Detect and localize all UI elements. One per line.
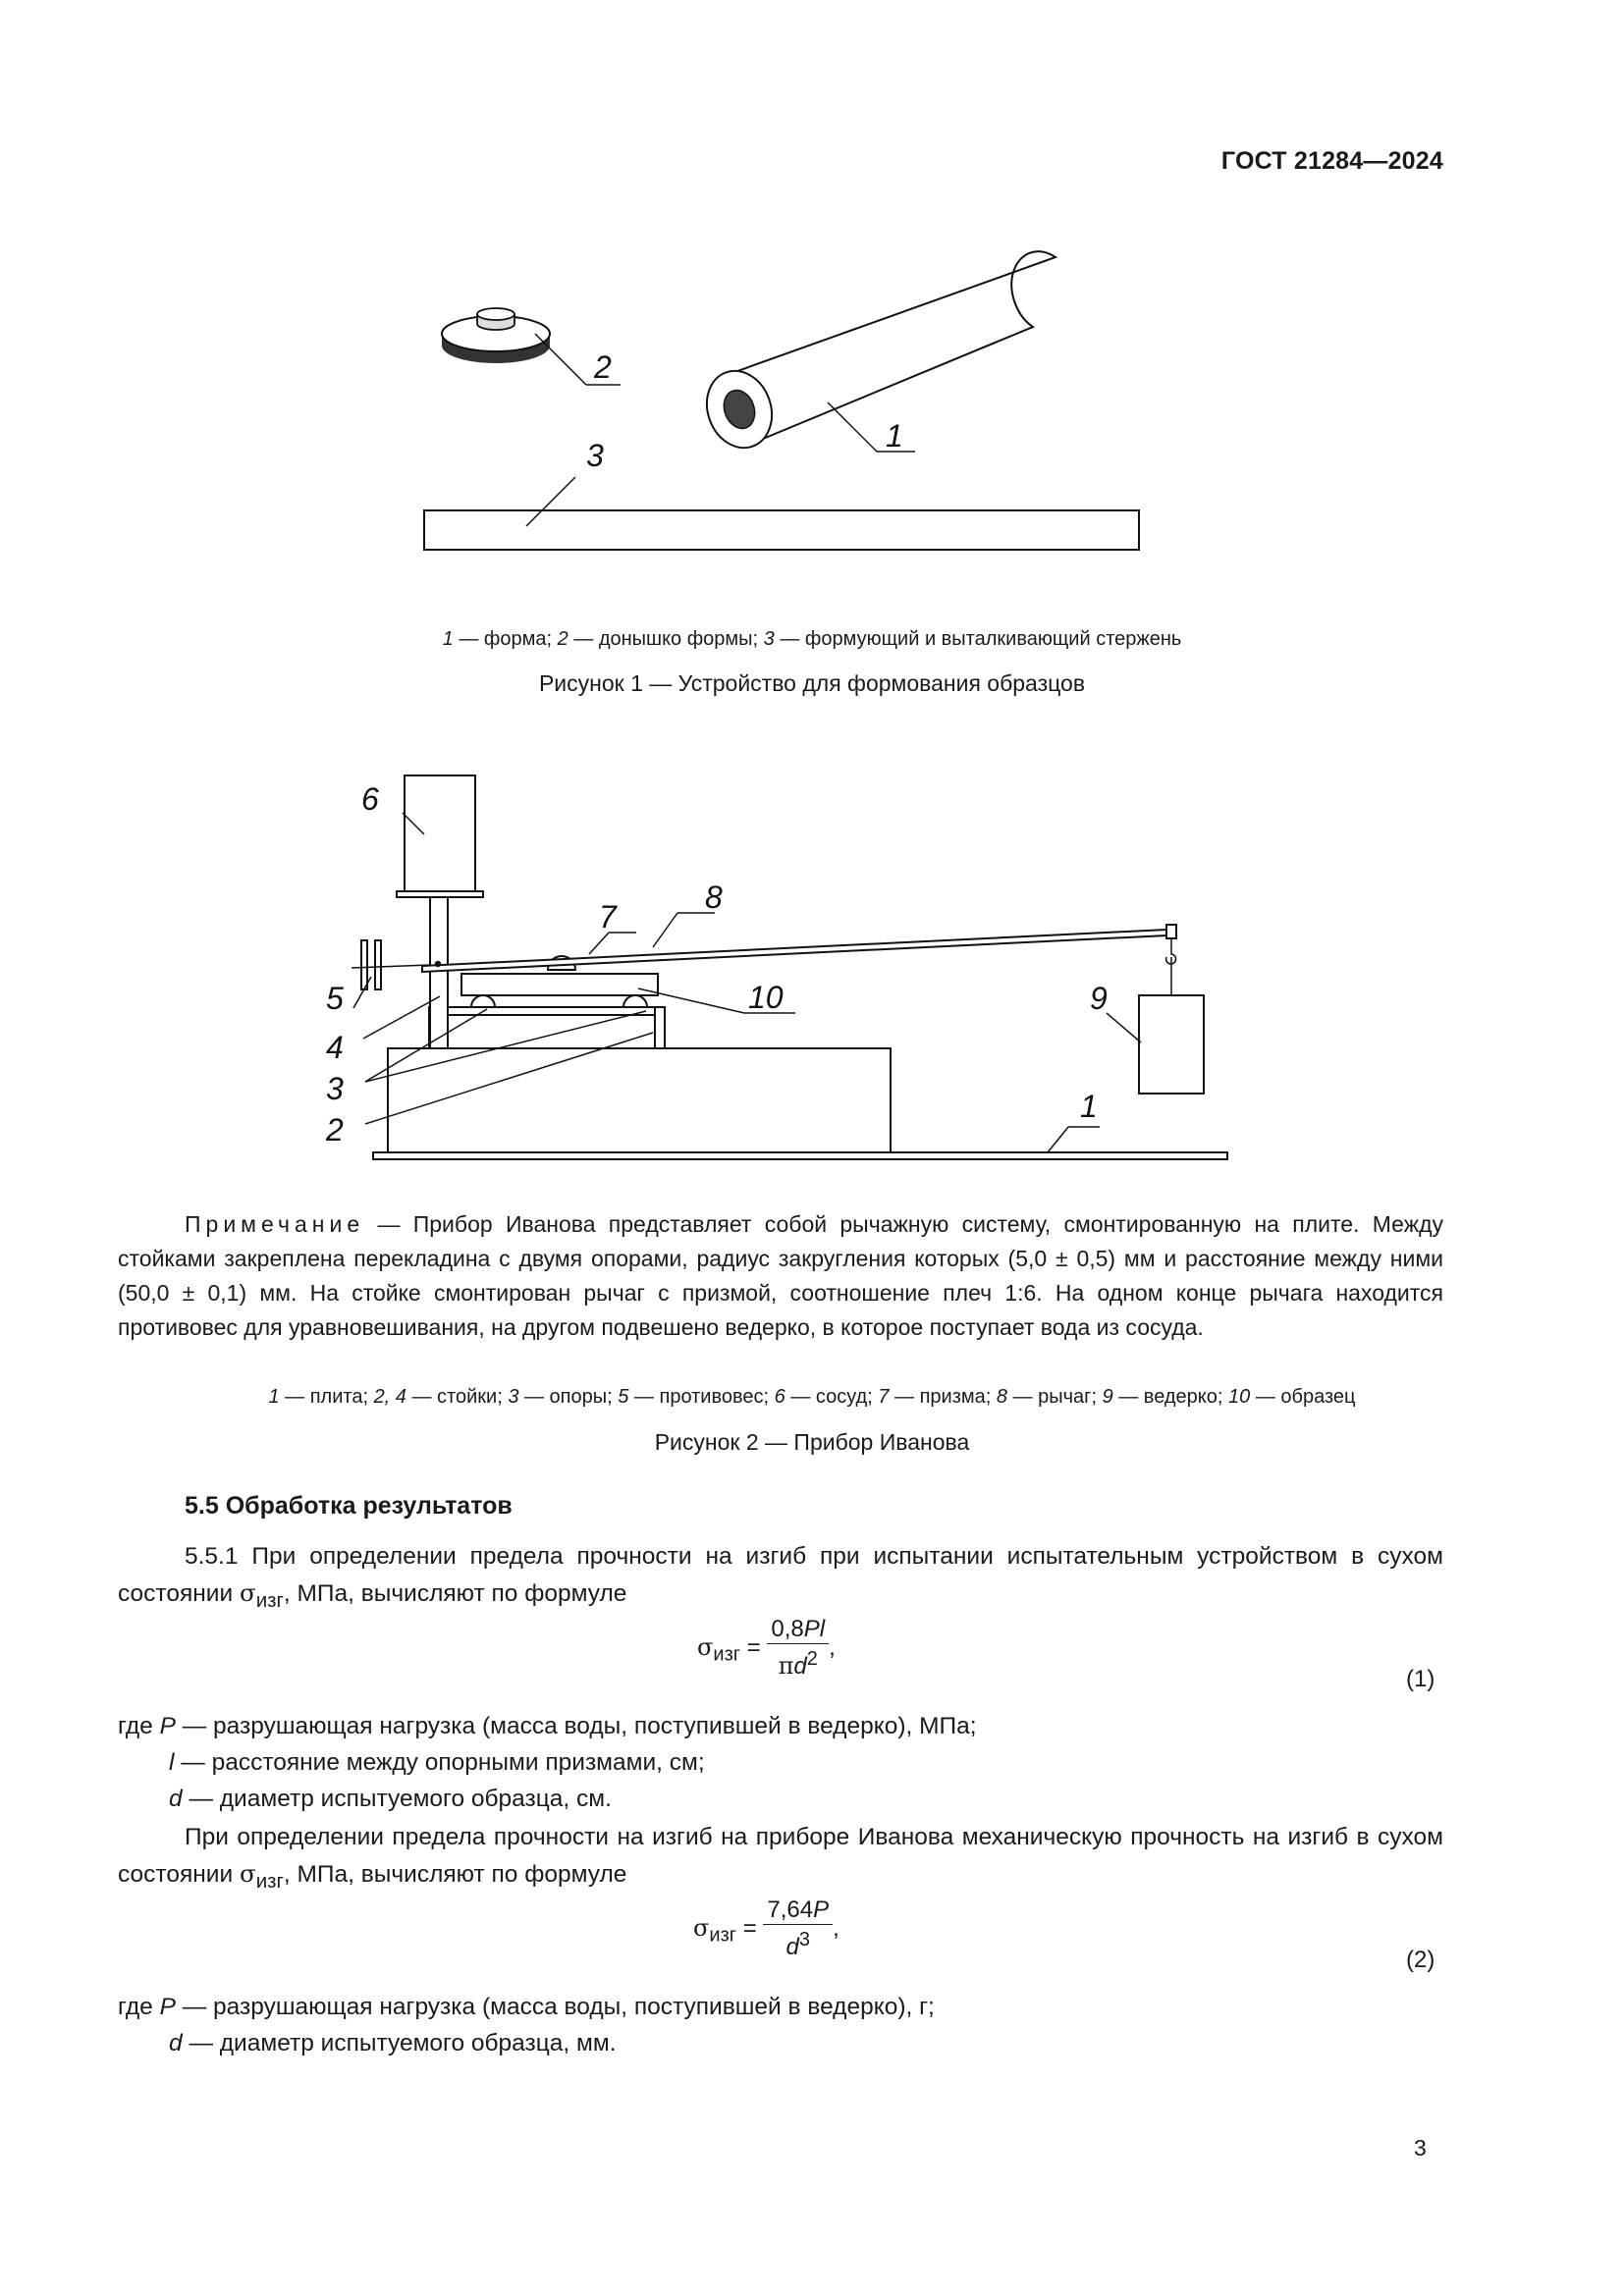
figure-2-note <box>118 1207 1443 1345</box>
lever <box>422 930 1166 972</box>
section-heading: 5.5 Обработка результатов <box>185 1492 513 1520</box>
document-code: ГОСТ 21284—2024 <box>1220 147 1443 175</box>
base-plate <box>373 1152 1227 1159</box>
where-item: d — диаметр испытуемого образца, см. <box>169 1786 612 1812</box>
fig1-label-3: 3 <box>586 438 604 473</box>
specimen <box>461 974 658 995</box>
mold-bottom-disc <box>442 308 550 363</box>
support-left <box>471 995 495 1007</box>
note-label: Примечание <box>185 1211 365 1237</box>
formula-2: $\sigma_{изг}$ = $\frac{7,64P}{d^3}$ , <box>693 1896 839 1960</box>
where-item: l — расстояние между опорными призмами, см; <box>169 1749 705 1776</box>
support-right <box>623 995 647 1007</box>
paragraph-5-5-1: 5.5.1 При определении предела прочности на изгиб при испытании испытательным устройством в сухом состоянии $\sigma_{изг}$, МПа, вычисляют по формуле <box>118 1543 1443 1612</box>
figure-2-drawing <box>0 746 1624 1178</box>
bucket <box>1139 995 1204 1094</box>
figure-1-caption: Рисунок 1 — Устройство для формования образцов <box>538 670 1086 696</box>
vessel <box>405 775 475 891</box>
paragraph-ivanov: При определении предела прочности на изгиб на приборе Иванова механическую прочность на изгиб в сухом состоянии $\sigma_{изг}$, МПа, вычисляют по формуле <box>118 1824 1443 1893</box>
fig2-label-10: 10 <box>748 980 784 1015</box>
post-4 <box>430 896 448 1048</box>
counterweight-disc-1 <box>361 940 367 989</box>
fig2-label-3: 3 <box>326 1071 344 1106</box>
figure-1-drawing <box>0 0 1624 628</box>
fig2-label-4: 4 <box>326 1030 344 1065</box>
stand-block <box>388 1048 891 1152</box>
fig2-label-7: 7 <box>599 899 617 934</box>
note-body: — Прибор Иванова представляет собой рычажную систему, смонтированную на плите. Между стойками закреплена перекладина с двумя опорами, радиус закругления которых (5,0 ± 0,5) мм и расстояние между ними (50,0 ± 0,1) мм. На стойке смонтирован рычаг с призмой, соотношение плеч 1:6. На одном конце рычага находится противовес для уравновешивания, на другом подвешено ведерко, в которое поступает вода из сосуда. <box>118 1211 1443 1340</box>
where-item: d — диаметр испытуемого образца, мм. <box>169 2030 617 2056</box>
fig2-label-9: 9 <box>1090 981 1108 1016</box>
fig2-label-2: 2 <box>326 1112 344 1148</box>
fig1-label-2: 2 <box>594 349 612 385</box>
figure-1-legend: 1 — форма; 2 — донышко формы; 3 — формующий и выталкивающий стержень <box>442 628 1182 650</box>
where-item: где P — разрушающая нагрузка (масса воды, поступившей в ведерко), МПа; <box>118 1713 977 1739</box>
figure-2-legend: 1 — плита; 2, 4 — стойки; 3 — опоры; 5 — противовес; 6 — сосуд; 7 — призма; 8 — рычаг; 9 — ведерко; 10 — образец <box>268 1386 1356 1408</box>
counterweight-disc-2 <box>375 940 381 989</box>
fig2-label-8: 8 <box>705 880 723 915</box>
where-list-2 <box>118 1989 1443 2061</box>
fig2-label-6: 6 <box>361 781 379 817</box>
formula-1: $\sigma_{изг}$ = $\frac{0,8Pl}{\pi d^2}$ , <box>697 1616 836 1680</box>
page-number: 3 <box>1414 2135 1427 2161</box>
where-list-1 <box>118 1708 1443 1817</box>
figure-2-caption: Рисунок 2 — Прибор Иванова <box>654 1429 970 1455</box>
crossbar <box>429 1007 665 1015</box>
equation-number-1: (1) <box>1406 1666 1435 1692</box>
forming-rod <box>424 510 1139 550</box>
mold-cylinder <box>696 251 1056 456</box>
fig1-label-1: 1 <box>886 418 903 454</box>
equation-number-2: (2) <box>1406 1947 1435 1973</box>
fig2-label-5: 5 <box>326 981 344 1016</box>
fig2-label-1: 1 <box>1080 1089 1098 1124</box>
where-item: где P — разрушающая нагрузка (масса воды, поступившей в ведерко), г; <box>118 1994 935 2020</box>
